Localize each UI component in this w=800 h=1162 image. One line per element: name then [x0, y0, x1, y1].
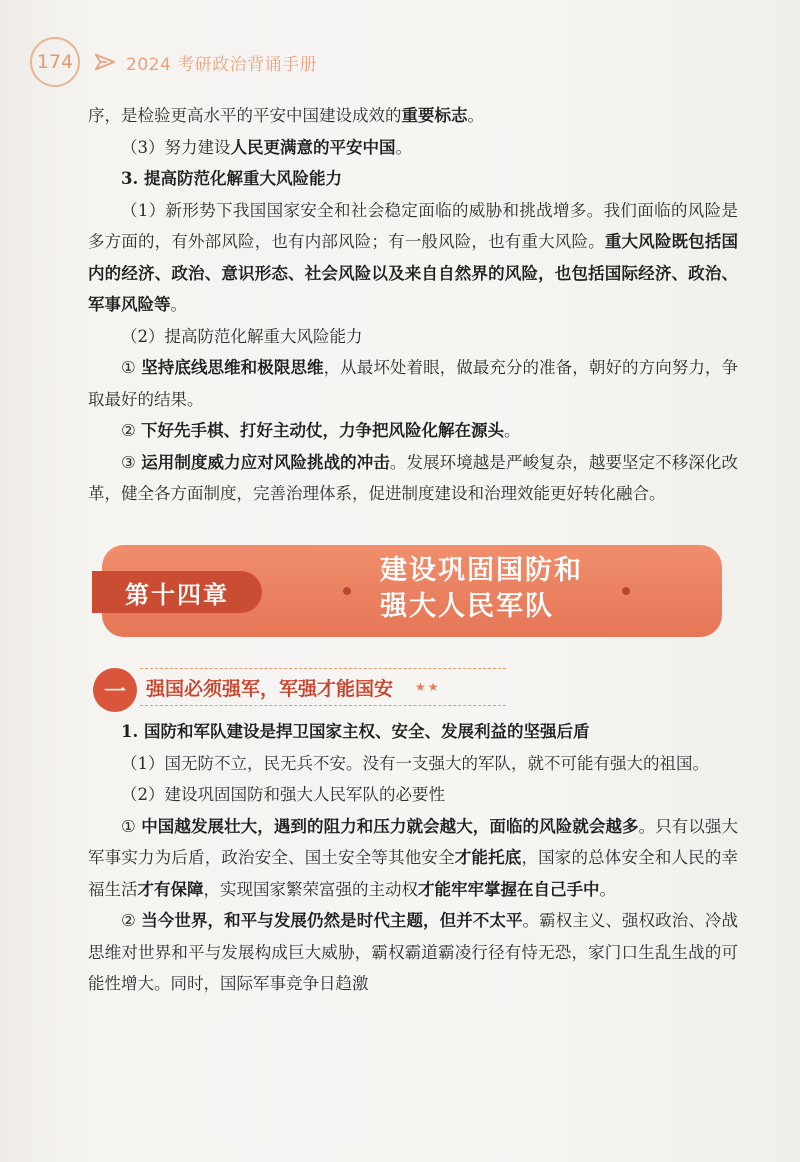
list-item: ② 下好先手棋、打好主动仗，力争把风险化解在源头。: [121, 421, 521, 440]
paragraph: （3）努力建设人民更满意的平安中国。: [121, 137, 412, 157]
book-title: 2024 考研政治背诵手册: [126, 54, 318, 75]
banner-dot: [343, 587, 351, 595]
importance-stars: ★★: [415, 680, 441, 694]
lower-text: [88, 716, 738, 1000]
paragraph: （1）国无防不立，民无兵不安。没有一支强大的军队，就不可能有强大的祖国。: [121, 753, 709, 773]
list-item: ③ 运用制度威力应对风险挑战的冲击。发展环境越是严峻复杂，越要坚定不移深化改革，健全各方面制度，完善治理体系，促进制度建设和治理效能更好转化融合。: [88, 452, 739, 503]
subheading: 3. 提高防范化解重大风险能力: [121, 169, 342, 188]
paragraph: （2）提高防范化解重大风险能力: [121, 326, 363, 346]
chapter-label: 第十四章: [92, 571, 262, 613]
page-number: 174: [30, 37, 80, 87]
section-header: [140, 668, 506, 706]
paragraph: （1）新形势下我国国家安全和社会稳定面临的威胁和挑战增多。我们面临的风险是多方面的，有外部风险，也有内部风险；有一般风险，也有重大风险。重大风险既包括国内的经济、政治、意识形态、社会风险以及来自自然界的风险，也包括国际经济、政治、军事风险等。: [88, 200, 739, 314]
section-title: 强国必须强军，军强才能国安: [146, 677, 394, 700]
page-header: [30, 38, 317, 86]
paragraph: 序，是检验更高水平的平安中国建设成效的重要标志。: [88, 106, 484, 125]
chapter-title: 建设巩固国防和 强大人民军队: [380, 555, 583, 622]
list-item: ① 中国越发展壮大，遇到的阻力和压力就会越大，面临的风险就会越多。只有以强大军事实力为后盾，政治安全、国土安全等其他安全才能托底，国家的总体安全和人民的幸福生活才有保障，实现国家繁荣富强的主动权才能牢牢掌握在自己手中。: [88, 816, 739, 899]
list-item: ① 坚持底线思维和极限思维，从最坏处着眼，做最充分的准备，朝好的方向努力，争取最好的结果。: [88, 358, 739, 409]
paper-plane-icon: [94, 51, 116, 73]
upper-text: [88, 100, 738, 510]
section-number: 一: [93, 668, 137, 712]
subheading: 1. 国防和军队建设是捍卫国家主权、安全、发展利益的坚强后盾: [121, 722, 590, 741]
paragraph: （2）建设巩固国防和强大人民军队的必要性: [121, 785, 445, 804]
list-item: ② 当今世界，和平与发展仍然是时代主题，但并不太平。霸权主义、强权政治、冷战思维对世界和平与发展构成巨大威胁，霸权霸道霸凌行径有恃无恐，家门口生乱生战的可能性增大。同时，国际军事竞争日趋激: [88, 911, 739, 993]
